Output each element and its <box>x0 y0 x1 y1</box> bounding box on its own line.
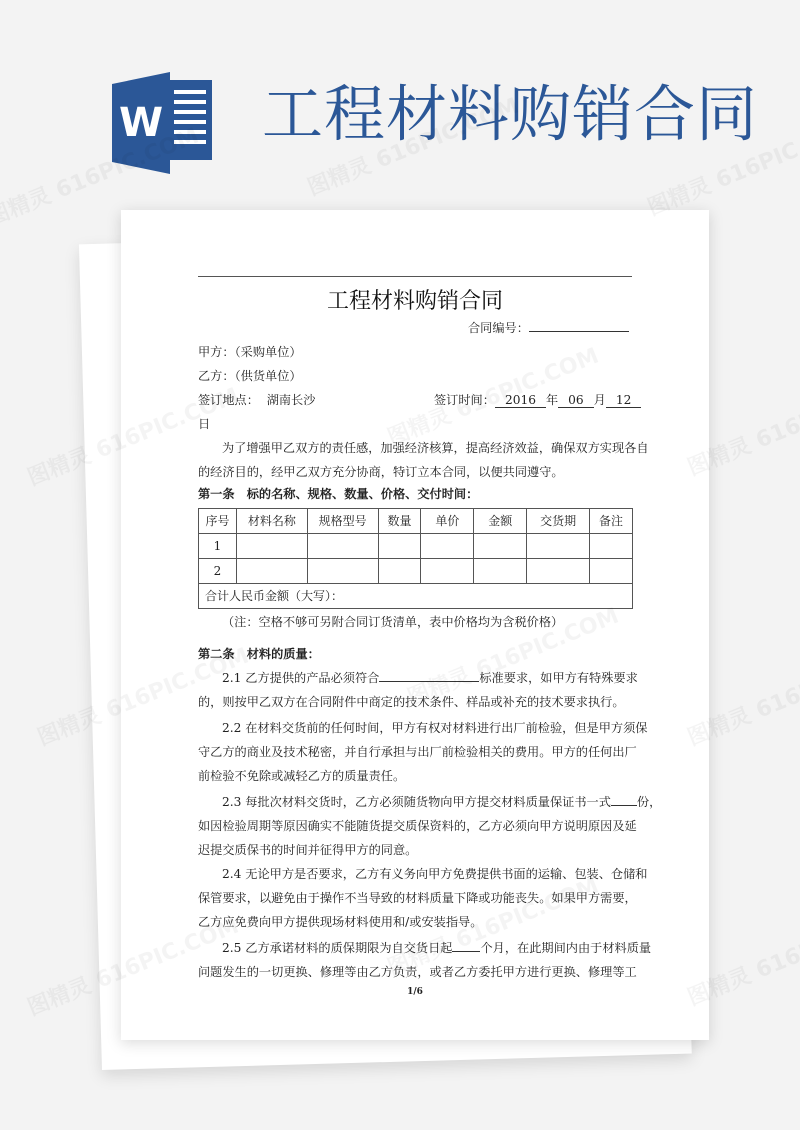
standard-blank-field[interactable] <box>379 667 479 682</box>
table-header: 规格型号 <box>307 509 378 534</box>
goods-table <box>198 508 633 609</box>
party-b: 乙方：（供货单位） <box>198 369 302 383</box>
clause-2-4-line-1: 2.4 无论甲方是否要求，乙方有义务向甲方免费提供书面的运输、包装、仓储和 <box>222 867 648 881</box>
table-total-row <box>199 584 633 609</box>
table-header-row <box>199 509 633 534</box>
clause-2-2-line-1: 2.2 在材料交货前的任何时间，甲方有权对材料进行出厂前检验，但是甲方须保 <box>222 721 648 735</box>
year-unit: 年 <box>545 393 559 407</box>
table-cell: 2 <box>199 559 237 584</box>
sign-month: 06 <box>558 393 594 408</box>
article-1-title: 第一条 标的名称、规格、数量、价格、交付时间： <box>198 487 479 501</box>
total-amount-label: 合计人民币金额（大写）： <box>199 584 633 609</box>
clause-2-3-text: 2.3 每批次材料交货时，乙方必须随货物向甲方提交材料质量保证书一式 <box>222 795 611 809</box>
table-header: 备注 <box>590 509 633 534</box>
table-cell[interactable] <box>236 559 307 584</box>
clause-2-5-line-2: 问题发生的一切更换、修理等由乙方负责，或者乙方委托甲方进行更换、修理等工 <box>198 965 637 979</box>
party-a: 甲方：（采购单位） <box>198 345 302 359</box>
table-header: 数量 <box>378 509 421 534</box>
clause-2-3-line-3: 迟提交质保书的时间并征得甲方的同意。 <box>198 843 418 857</box>
table-row <box>199 534 633 559</box>
clause-2-4-line-2: 保管要求，以避免由于操作不当导致的材料质量下降或功能丧失。如果甲方需要， <box>198 891 637 905</box>
clause-2-2-line-2: 守乙方的商业及技术秘密，并自行承担与出厂前检验相关的费用。甲方的任何出厂 <box>198 745 637 759</box>
document-title: 工程材料购销合同 <box>326 289 503 314</box>
page-number: 1/6 <box>407 987 423 997</box>
table-cell[interactable] <box>421 534 474 559</box>
sign-day: 12 <box>606 393 642 408</box>
contract-number-field[interactable] <box>529 317 629 332</box>
table-cell[interactable] <box>590 559 633 584</box>
table-cell[interactable] <box>474 559 527 584</box>
sign-place-row <box>198 388 315 412</box>
table-cell[interactable] <box>236 534 307 559</box>
intro-line-1: 为了增强甲乙双方的责任感，加强经济核算，提高经济效益，确保双方实现各自 <box>222 441 649 455</box>
clause-2-5-text: 2.5 乙方承诺材料的质保期限为自交货日起 <box>222 941 453 955</box>
month-unit: 月 <box>593 393 606 407</box>
clause-2-1-text: 2.1 乙方提供的产品必须符合 <box>222 671 380 685</box>
table-header: 交货期 <box>527 509 590 534</box>
table-cell[interactable] <box>378 534 421 559</box>
clause-2-1-line-2: 的，则按甲乙双方在合同附件中商定的技术条件、样品或补充的技术要求执行。 <box>198 695 625 709</box>
table-header: 金额 <box>474 509 527 534</box>
clause-2-5-text: 个月，在此期间内由于材料质量 <box>480 941 652 955</box>
clause-2-3-line-1 <box>222 790 661 814</box>
table-cell[interactable] <box>307 534 378 559</box>
clause-2-1-line-1 <box>222 666 638 690</box>
table-note: （注：空格不够可另附合同订货清单，表中价格均为含税价格） <box>222 615 564 629</box>
table-header: 材料名称 <box>236 509 307 534</box>
sign-year: 2016 <box>495 393 546 408</box>
table-row <box>199 559 633 584</box>
day-unit: 日 <box>198 417 211 431</box>
clause-2-2-line-3: 前检验不免除或减轻乙方的质量责任。 <box>198 769 406 783</box>
intro-line-2: 的经济目的，经甲乙双方充分协商，特订立本合同，以便共同遵守。 <box>198 465 564 479</box>
table-cell[interactable] <box>307 559 378 584</box>
sign-time-row <box>434 388 641 412</box>
table-header: 单价 <box>421 509 474 534</box>
table-cell[interactable] <box>421 559 474 584</box>
sign-place-label: 签订地点： <box>198 393 259 407</box>
sign-time-label: 签订时间： <box>434 393 495 407</box>
clause-2-3-line-2: 如因检验周期等原因确实不能随货提交质保资料的，乙方必须向甲方说明原因及延 <box>198 819 637 833</box>
header-title: 工程材料购销合同 <box>262 79 759 150</box>
table-cell[interactable] <box>474 534 527 559</box>
word-icon <box>110 72 214 174</box>
warranty-months-field[interactable] <box>452 937 480 952</box>
copies-blank-field[interactable] <box>611 791 637 806</box>
clause-2-4-line-3: 乙方应免费向甲方提供现场材料使用和/或安装指导。 <box>198 915 483 929</box>
table-cell[interactable] <box>527 559 590 584</box>
contract-number-row <box>468 316 629 340</box>
clause-2-3-text: 份， <box>636 795 662 809</box>
table-cell[interactable] <box>378 559 421 584</box>
svg-text:W: W <box>118 100 164 146</box>
table-header: 序号 <box>199 509 237 534</box>
sign-place-value: 湖南长沙 <box>266 393 316 407</box>
document-page <box>121 210 709 1040</box>
contract-number-label: 合同编号： <box>468 321 529 335</box>
article-2-title: 第二条 材料的质量： <box>198 647 320 661</box>
clause-2-1-text: 标准要求，如甲方有特殊要求 <box>479 671 638 685</box>
table-cell[interactable] <box>590 534 633 559</box>
table-cell[interactable] <box>527 534 590 559</box>
clause-2-5-line-1 <box>222 936 651 960</box>
header-rule <box>198 276 632 277</box>
table-cell: 1 <box>199 534 237 559</box>
